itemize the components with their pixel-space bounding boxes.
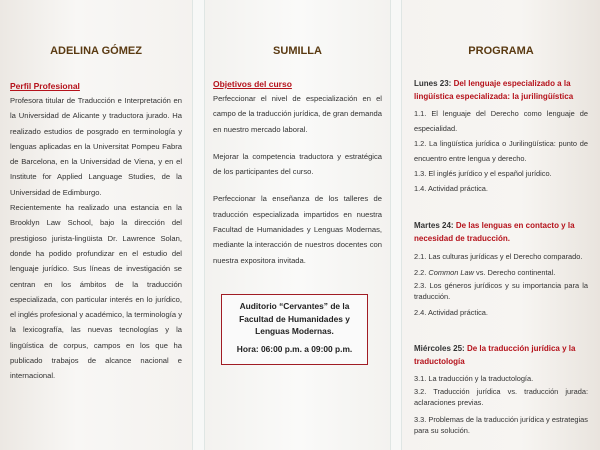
fold-divider	[192, 0, 205, 450]
program-item: 2.3. Los géneros jurídicos y su importancia para la traducción.	[414, 281, 588, 301]
venue-box	[221, 294, 368, 365]
program-item: 2.2. Common Law vs. Derecho continental.	[414, 268, 556, 277]
profile-paragraph-2: Recientemente ha realizado una estancia en la Brooklyn Law School, bajo la dirección del prestigioso jurista-lingüista Dr. Lawrence Solan, donde ha podido profundizar en el estudio del lenguaje jurídico. Sus líneas de investigación se centran en los ámbitos de la traducción especializada, con particular interés en lo jurídico, el inglés profesional y académico, la terminología y la lexicografía, las nuevas tecnologías y la lingüística de corpus, campos en los que ha publicado trabajos de alcance nacional e internacional.	[10, 203, 182, 381]
program-item: 1.3. El inglés jurídico y el español jurídico.	[414, 169, 552, 178]
day-2-heading	[414, 220, 588, 245]
summary-title: SUMILLA	[273, 45, 322, 57]
day-label: Lunes 23:	[414, 79, 452, 88]
day-topic: De las lenguas en contacto y la necesidad de traducción.	[414, 221, 575, 243]
summary-panel	[205, 0, 390, 450]
objective-1: Perfeccionar el nivel de especialización en el campo de la traducción jurídica, de gran demanda en nuestro mercado laboral.	[213, 94, 382, 134]
objectives-heading: Objetivos del curso	[213, 79, 292, 89]
speaker-name: ADELINA GÓMEZ	[50, 45, 142, 57]
program-item: 2.4. Actividad práctica.	[414, 308, 488, 317]
day-label: Martes 24:	[414, 221, 454, 230]
program-item: 3.3. Problemas de la traducción jurídica y estrategias para su solución.	[414, 415, 588, 435]
profile-panel	[0, 0, 192, 450]
day-topic: Del lenguaje especializado a la lingüística especializada: la jurilingüística	[414, 79, 574, 101]
day-1-heading	[414, 78, 588, 103]
profile-paragraph-1: Profesora titular de Traducción e Interpretación en la Universidad de Alicante y traductora jurado. Ha realizado estudios de posgrado en terminología y lenguas aplicadas en la Universitat Pompeu Fabra de Barcelona, en la Universidad de Viena, y en el Institute for Applied Language Studies, de la Universidad de Edimburgo.	[10, 96, 182, 197]
day-label: Miércoles 25:	[414, 344, 465, 353]
hours-text: Hora: 06:00 p.m. a 09:00 p.m.	[236, 343, 353, 354]
objective-2: Mejorar la competencia traductora y estratégica de los participantes del curso.	[213, 151, 382, 177]
program-item: 3.2. Traducción jurídica vs. traducción jurada: aclaraciones previas.	[414, 387, 588, 407]
venue-text: Auditorio “Cervantes” de la Facultad de Humanidades y Lenguas Modernas.	[239, 301, 350, 336]
objective-3: Perfeccionar la enseñanza de los talleres de traducción especializada impartidos en nuestra Facultad de Humanidades y Lenguas Modernas, mediante la interacción de nuestros docentes con nuestra expositora invitada.	[213, 194, 382, 265]
day-topic: De la traducción jurídica y la traductología	[414, 344, 576, 366]
fold-divider	[390, 0, 402, 450]
program-item: 1.1. El lenguaje del Derecho como lenguaje de especialidad.	[414, 109, 588, 133]
program-item: 3.1. La traducción y la traductología.	[414, 374, 534, 383]
profile-heading: Perfil Profesional	[10, 81, 80, 91]
program-title: PROGRAMA	[468, 45, 534, 57]
program-item: 1.4. Actividad práctica.	[414, 184, 488, 193]
day-3-heading	[414, 343, 588, 368]
program-panel	[402, 0, 600, 450]
program-item: 1.2. La lingüística jurídica o Jurilingüística: punto de encuentro entre lengua y derecho.	[414, 139, 588, 163]
program-item: 2.1. Las culturas jurídicas y el Derecho comparado.	[414, 252, 583, 261]
